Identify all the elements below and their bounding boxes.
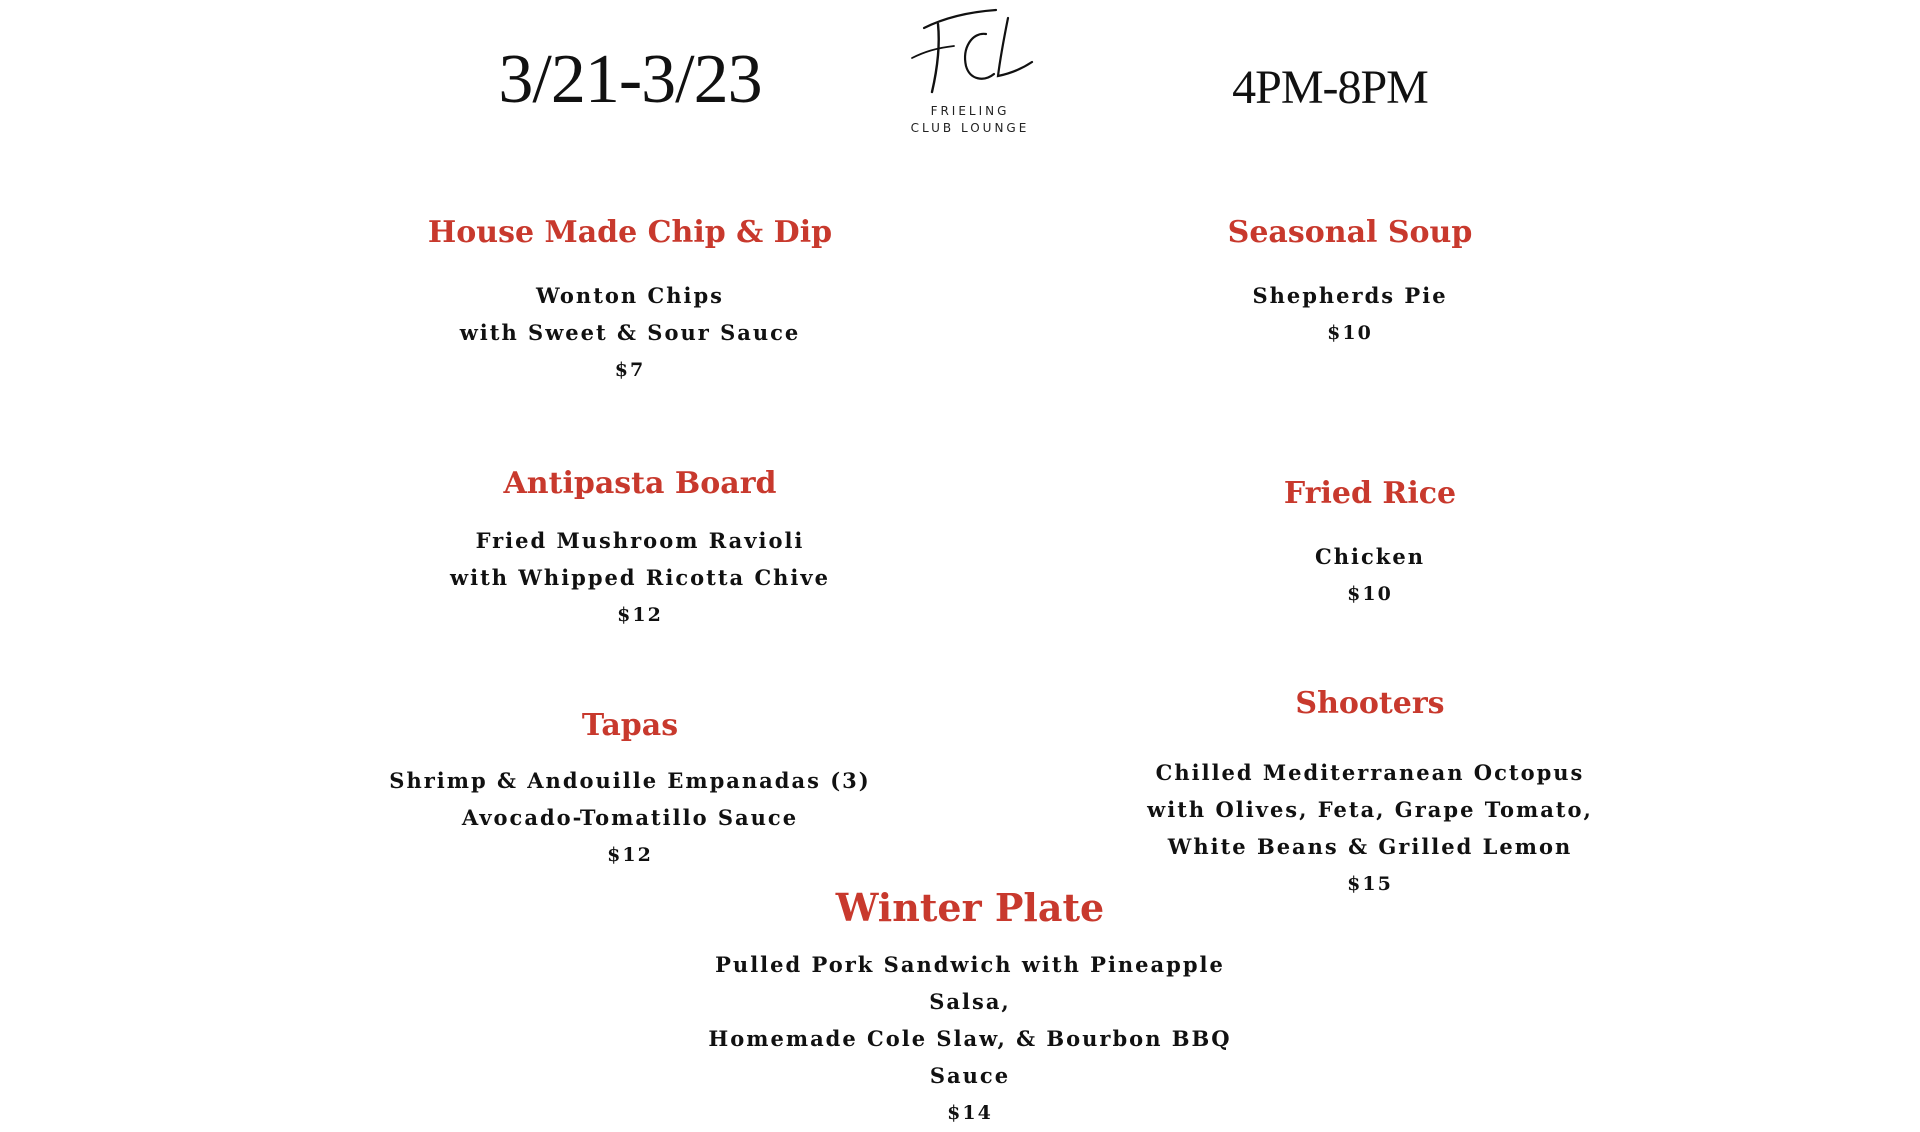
section-seasonal-soup <box>1100 213 1600 352</box>
section-title: Tapas <box>581 708 679 743</box>
item-line: Fried Mushroom Ravioli <box>475 528 805 553</box>
section-chip-dip <box>380 213 880 389</box>
section-fried-rice <box>1120 474 1620 613</box>
section-title: Shooters <box>1295 686 1445 721</box>
section-shooters <box>1120 684 1620 903</box>
item-price: $12 <box>617 604 663 626</box>
item-line: Pulled Pork Sandwich with Pineapple Salsa, <box>715 952 1225 1014</box>
item-price: $7 <box>614 359 646 381</box>
item-line: Shrimp & Andouille Empanadas (3) <box>389 768 871 793</box>
item-line: Homemade Cole Slaw, & Bourbon BBQ Sauce <box>708 1026 1232 1088</box>
item-line: Wonton Chips <box>536 283 724 308</box>
item-price: $14 <box>947 1102 993 1124</box>
item-line: White Beans & Grilled Lemon <box>1167 834 1573 859</box>
logo-text-line-2: CLUB LOUNGE <box>910 121 1030 135</box>
item-line: Chilled Mediterranean Octopus <box>1155 760 1585 785</box>
frieling-club-lounge-logo <box>880 4 1060 134</box>
menu-dates: 3/21-3/23 <box>498 41 762 118</box>
logo-text-line-1: FRIELING <box>930 104 1010 118</box>
item-price: $10 <box>1347 583 1393 605</box>
section-title: Fried Rice <box>1283 476 1457 511</box>
menu-hours: 4PM-8PM <box>1232 61 1428 114</box>
item-line: with Sweet & Sour Sauce <box>459 320 801 345</box>
item-line: Avocado-Tomatillo Sauce <box>461 805 799 830</box>
item-line: with Whipped Ricotta Chive <box>450 565 830 590</box>
item-line: with Olives, Feta, Grape Tomato, <box>1147 797 1593 822</box>
section-title: House Made Chip & Dip <box>427 215 833 250</box>
item-price: $10 <box>1327 322 1373 344</box>
fcl-monogram-icon <box>904 4 1036 100</box>
item-price: $15 <box>1347 873 1393 895</box>
item-price: $12 <box>607 844 653 866</box>
section-tapas <box>380 706 880 874</box>
item-line: Shepherds Pie <box>1252 283 1448 308</box>
section-winter-plate <box>670 884 1270 1132</box>
section-antipasta-board <box>390 464 890 634</box>
section-title: Antipasta Board <box>503 466 777 501</box>
item-line: Chicken <box>1315 544 1425 569</box>
section-title: Seasonal Soup <box>1227 215 1473 250</box>
section-title: Winter Plate <box>835 885 1105 930</box>
